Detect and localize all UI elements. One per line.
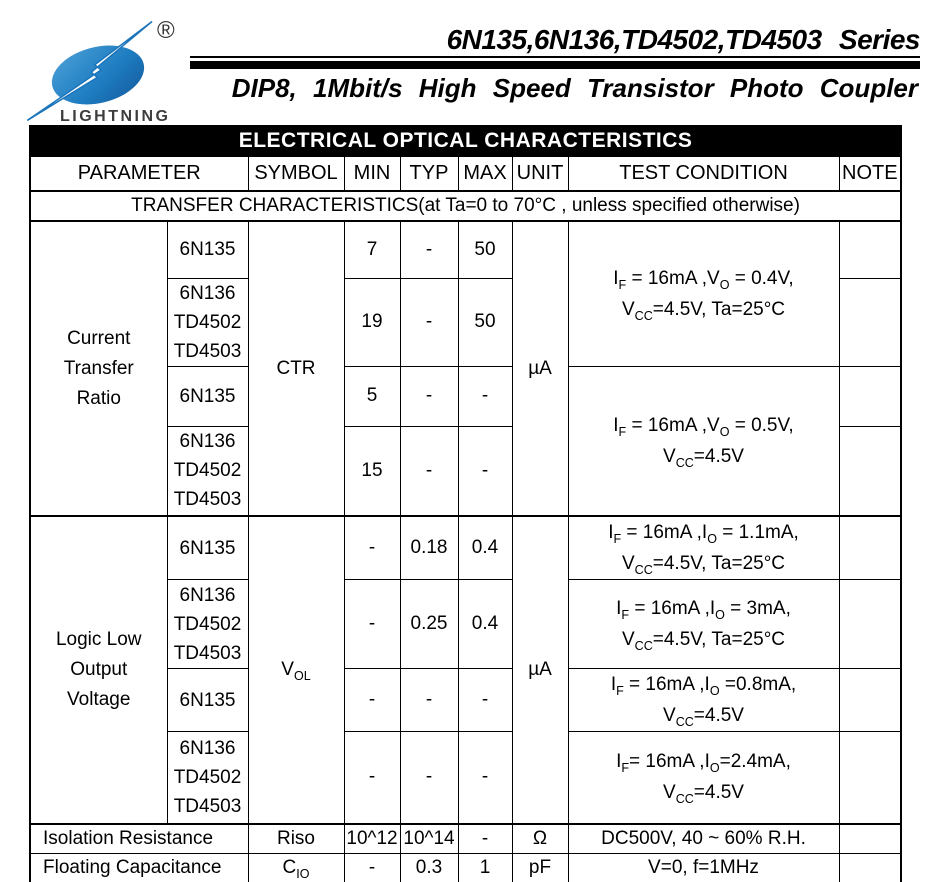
col-header-unit: UNIT	[512, 156, 568, 191]
col-header-max: MAX	[458, 156, 512, 191]
max-cell: 0.4	[458, 580, 512, 669]
condition-cell: DC500V, 40 ~ 60% R.H.	[568, 824, 839, 854]
min-cell: 15	[344, 426, 400, 516]
condition-cell: $I_F = 16mA$ $,I_O = 1.1mA$, $V_{CC}=4.5V$, Ta=25°C	[568, 516, 839, 580]
condition-cell: V=0, f=1MHz	[568, 854, 839, 882]
max-cell: -	[458, 366, 512, 426]
note-cell	[839, 732, 901, 824]
models-cell: 6N135	[167, 516, 248, 580]
min-cell: 10^12	[344, 824, 400, 854]
typ-cell: -	[400, 221, 458, 278]
col-header-typ: TYP	[400, 156, 458, 191]
table-row	[30, 854, 901, 882]
col-header-min: MIN	[344, 156, 400, 191]
condition-cell: $I_F= 16mA$ $,I_O=2.4mA$, $V_{CC}=4.5V$	[568, 732, 839, 824]
min-cell: -	[344, 669, 400, 732]
logo-ellipse	[46, 36, 151, 113]
note-cell	[839, 854, 901, 882]
table-row	[30, 824, 901, 854]
max-cell: 50	[458, 221, 512, 278]
typ-cell: -	[400, 732, 458, 824]
registered-trademark-icon: ®	[157, 17, 175, 44]
symbol-cell: CTR	[248, 221, 344, 516]
models-cell: 6N136 TD4502 TD4503	[167, 426, 248, 516]
models-cell: 6N136 TD4502 TD4503	[167, 732, 248, 824]
note-cell	[839, 580, 901, 669]
column-header-row	[30, 156, 901, 191]
parameter-cell: Current Transfer Ratio	[30, 221, 167, 516]
logo-wordmark: LIGHTNING	[60, 108, 171, 125]
typ-cell: -	[400, 669, 458, 732]
parameter-cell: Logic Low Output Voltage	[30, 516, 167, 824]
note-cell	[839, 426, 901, 516]
characteristics-table	[29, 125, 902, 882]
note-cell	[839, 824, 901, 854]
typ-cell: 0.25	[400, 580, 458, 669]
typ-cell: 10^14	[400, 824, 458, 854]
symbol-cell: $V_{OL}$	[248, 516, 344, 824]
symbol-cell: $C_{IO}$	[248, 854, 344, 882]
logo-graphic	[14, 4, 184, 129]
table-row	[30, 516, 901, 580]
note-cell	[839, 278, 901, 366]
max-cell: 1	[458, 854, 512, 882]
section-header-row	[30, 191, 901, 221]
title-bar-rule	[190, 61, 920, 69]
col-header-parameter: PARAMETER	[30, 156, 248, 191]
unit-cell: pF	[512, 854, 568, 882]
models-cell: 6N135	[167, 366, 248, 426]
col-header-note: NOTE	[839, 156, 901, 191]
subtitle: DIP8, 1Mbit/s High Speed Transistor Photo Coupler	[231, 73, 918, 103]
min-cell: -	[344, 854, 400, 882]
condition-cell: $I_F = 16mA$ $,I_O =0.8mA$, $V_{CC}=4.5V$	[568, 669, 839, 732]
typ-cell: 0.18	[400, 516, 458, 580]
min-cell: -	[344, 732, 400, 824]
min-cell: 5	[344, 366, 400, 426]
models-cell: 6N135	[167, 221, 248, 278]
min-cell: 19	[344, 278, 400, 366]
series-title: 6N135,6N136,TD4502,TD4503 Series	[446, 24, 920, 55]
parameter-cell: Isolation Resistance	[30, 824, 248, 854]
max-cell: -	[458, 732, 512, 824]
models-cell: 6N136 TD4502 TD4503	[167, 580, 248, 669]
min-cell: 7	[344, 221, 400, 278]
table-title-row	[30, 126, 901, 156]
title-underline	[190, 56, 920, 58]
unit-cell: µA	[512, 516, 568, 824]
typ-cell: -	[400, 426, 458, 516]
condition-cell: $I_F = 16mA$ $,V_O = 0.4V$, $V_{CC}=4.5V$, Ta=25°C	[568, 221, 839, 366]
min-cell: -	[344, 516, 400, 580]
col-header-test-condition: TEST CONDITION	[568, 156, 839, 191]
note-cell	[839, 366, 901, 426]
table-row	[30, 221, 901, 278]
col-header-symbol: SYMBOL	[248, 156, 344, 191]
max-cell: 0.4	[458, 516, 512, 580]
max-cell: -	[458, 669, 512, 732]
models-cell: 6N136 TD4502 TD4503	[167, 278, 248, 366]
unit-cell: Ω	[512, 824, 568, 854]
typ-cell: 0.3	[400, 854, 458, 882]
models-cell: 6N135	[167, 669, 248, 732]
note-cell	[839, 669, 901, 732]
min-cell: -	[344, 580, 400, 669]
condition-cell: $I_F = 16mA$ $,I_O = 3mA$, $V_{CC}=4.5V$, Ta=25°C	[568, 580, 839, 669]
section-header: TRANSFER CHARACTERISTICS(at Ta=0 to 70°C , unless specified otherwise)	[30, 191, 901, 221]
note-cell	[839, 516, 901, 580]
symbol-cell: Riso	[248, 824, 344, 854]
condition-cell: $I_F = 16mA$ $,V_O = 0.5V$, $V_{CC}=4.5V$	[568, 366, 839, 516]
typ-cell: -	[400, 366, 458, 426]
typ-cell: -	[400, 278, 458, 366]
parameter-cell: Floating Capacitance	[30, 854, 248, 882]
max-cell: -	[458, 824, 512, 854]
max-cell: 50	[458, 278, 512, 366]
note-cell	[839, 221, 901, 278]
table-title: ELECTRICAL OPTICAL CHARACTERISTICS	[30, 126, 901, 156]
unit-cell: µA	[512, 221, 568, 516]
max-cell: -	[458, 426, 512, 516]
